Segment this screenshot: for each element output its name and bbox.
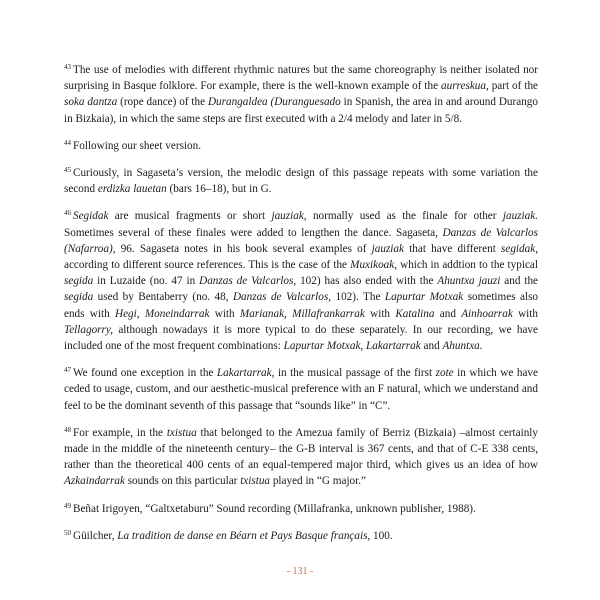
footnote-text: For example, in the: [73, 426, 167, 439]
footnote-text: sometimes also ends with: [64, 291, 539, 320]
footnote-text: in Spanish, the area in and around Durango in Bizkaia), in which the same steps are first executed with a 2/4 melody and later in 5/8.: [64, 96, 538, 125]
italic-term: txistua: [240, 475, 271, 488]
italic-term: Danzas de Valcarlos,: [199, 275, 297, 288]
italic-term: La tradition de danse en Béarn et Pays Basque français,: [117, 529, 371, 542]
footnote-text: which in addtion to the typical: [397, 259, 538, 272]
footnote-text: although nowadays it is more typical to do these separately. In our recording, we have included one of the most frequent combinations:: [64, 323, 538, 353]
italic-term: segidak,: [501, 242, 538, 255]
footnote-text: 102). The: [331, 291, 385, 304]
footnote-text: with: [209, 307, 240, 320]
footnotes-list: [64, 62, 538, 555]
footnote-text: used by Bentaberry (no. 48,: [93, 291, 233, 304]
italic-term: Lakartarrak,: [216, 367, 275, 380]
footnote-text: and the: [500, 275, 539, 288]
italic-term: txistua: [166, 426, 197, 439]
italic-term: jauziak: [371, 242, 404, 255]
footnote-text: We found one exception in the: [73, 367, 217, 380]
footnote-text: 102) has also ended with the: [296, 275, 438, 288]
italic-term: Katalina: [395, 307, 435, 320]
footnote-text: 96. Sagaseta notes in his book several examples of: [115, 242, 372, 255]
footnote-text: in Luzaide (no. 47 in: [93, 275, 200, 288]
italic-term: jauziak,: [271, 210, 307, 223]
italic-term: Tellagorry,: [64, 323, 114, 336]
italic-term: Marianak, Millafrankarrak: [239, 307, 365, 320]
footnote-44: [64, 138, 538, 154]
italic-term: segida: [64, 291, 94, 304]
italic-term: Segidak: [73, 210, 109, 223]
footnote-text: Curiously, in Sagaseta’s version, the melodic design of this passage repeats with some variation the second: [64, 167, 538, 196]
italic-term: jauziak.: [502, 210, 538, 223]
footnote-number: 46: [64, 209, 71, 218]
footnote-45: [64, 165, 538, 197]
footnote-text: with: [512, 307, 538, 320]
footnote-text: with: [364, 307, 396, 320]
italic-term: zote: [435, 367, 454, 380]
footnote-text: Sometimes several of these finales were added to lengthen the dance. Sagaseta,: [64, 226, 443, 239]
footnote-number: 47: [64, 366, 71, 375]
footnote-text: that belonged to the Amezua family of Berriz (Bizkaia) –almost certainly made in the middle of the nineteenth century– the G-B interval is 367 cents, and that of C-E 338 cents, rather than the theoretical 400 cents of an equal-tempered major third, which gives us an idea of how: [64, 426, 538, 472]
footnote-text: 100.: [370, 529, 393, 542]
italic-term: Muxikoak,: [350, 259, 398, 272]
footnote-text: Beñat Irigoyen, “Galtxetaburu” Sound recording (Millafranka, unknown publisher, 1988).: [73, 502, 476, 515]
italic-term: Ainhoarrak: [461, 307, 513, 320]
italic-term: Danzas de Valcarlos (Nafarroa),: [64, 226, 539, 255]
italic-term: aurreskua: [441, 80, 486, 93]
footnote-text: The use of melodies with different rhythmic natures but the same choreography is neither isolated nor surprising in Basque folklore. For example, there is the well-known example of the: [64, 64, 538, 93]
footnote-number: 45: [64, 166, 71, 175]
italic-term: Hegi, Moneindarrak: [114, 307, 210, 320]
footnote-text: Following our sheet version.: [73, 139, 202, 152]
italic-term: Durangaldea (Duranguesado: [207, 96, 341, 109]
footnote-number: 48: [64, 425, 71, 434]
italic-term: Ahuntxa.: [442, 340, 483, 353]
footnote-48: [64, 425, 538, 490]
page-number: - 131 -: [286, 566, 314, 577]
footnote-text: (bars 16–18), but in G.: [166, 183, 272, 196]
italic-term: Azkaindarrak: [64, 475, 125, 488]
footnote-50: [64, 528, 538, 544]
italic-term: Lapurtar Motxak: [384, 291, 464, 304]
footnote-text: normally used as the finale for other: [306, 210, 503, 223]
footnote-text: played in “G major.”: [270, 475, 367, 488]
footnote-text: and: [434, 307, 462, 320]
footnote-number: 44: [64, 138, 71, 147]
footnote-46: [64, 208, 538, 354]
italic-term: Lapurtar Motxak, Lakartarrak: [283, 340, 421, 353]
italic-term: soka dantza: [64, 96, 118, 109]
footnote-text: are musical fragments or short: [108, 210, 272, 223]
footnote-text: according to different source references. This is the case of the: [64, 259, 351, 272]
footnote-text: that have different: [403, 242, 502, 255]
footnote-text: and: [420, 340, 443, 353]
footnote-text: (rope dance) of the: [117, 96, 208, 109]
footnote-text: Güilcher,: [73, 529, 118, 542]
italic-term: Ahuntxa jauzi: [437, 275, 501, 288]
footnote-number: 50: [64, 528, 71, 537]
footnote-text: in the musical passage of the first: [274, 367, 436, 380]
footnote-text: , part of the: [485, 80, 538, 93]
italic-term: Danzas de Valcarlos,: [232, 291, 332, 304]
footnote-number: 43: [64, 63, 71, 71]
italic-term: segida: [64, 275, 94, 288]
italic-term: erdizka lauetan: [97, 183, 167, 196]
footnote-43: [64, 62, 538, 127]
footnote-47: [64, 365, 538, 414]
footnote-49: [64, 501, 538, 517]
footnote-text: in which we have ceded to usage, custom, and our aesthetic-musical preference with an F natural, which we understand and feel to be the dominant seventh of this passage that “sounds like” in “C”.: [64, 367, 538, 412]
footnote-number: 49: [64, 501, 71, 510]
footnote-text: sounds on this particular: [124, 475, 241, 488]
